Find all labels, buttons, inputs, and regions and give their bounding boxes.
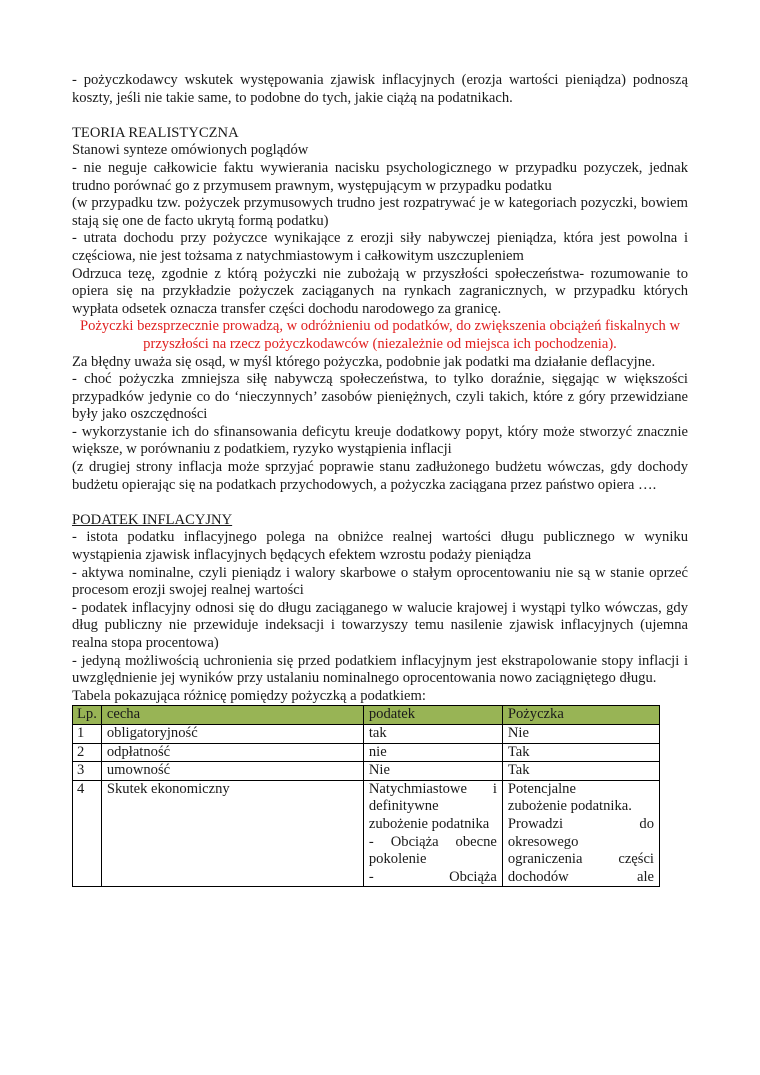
cell-cecha: umowność bbox=[101, 762, 363, 781]
realist-paragraph-3: (w przypadku tzw. pożyczek przymusowych trudno jest rozpatrywać je w kategoriach pozyczki, bowiem stają się one de facto ukrytą formą podatku) bbox=[72, 195, 688, 229]
inflation-paragraph-4: - jedyną możliwością uchronienia się przed podatkiem inflacyjnym jest ekstrapolowanie stopy inflacji i uwzględnienie jej wyników przy ustalaniu nominalnego oprocentowania nowo zaciągniętego długu. bbox=[72, 652, 688, 687]
cell-podatek: nie bbox=[363, 743, 502, 762]
cell-line: Natychmiastowe i bbox=[368, 780, 497, 797]
cell-line: - Obciąża obecne bbox=[368, 833, 497, 850]
cell-podatek: Nie bbox=[363, 762, 502, 781]
cell-pozyczka: Tak bbox=[502, 762, 659, 781]
cell-lp: 4 bbox=[73, 780, 102, 887]
realist-paragraph-8: - wykorzystanie ich do sfinansowania deficytu kreuje dodatkowy popyt, który może stworzyć znacznie większe, w porównaniu z podatkiem, ryzyko wystąpienia inflacji bbox=[72, 423, 688, 458]
header-podatek: podatek bbox=[363, 706, 502, 725]
table-row bbox=[73, 780, 660, 887]
document-page bbox=[72, 72, 688, 887]
header-cecha: cecha bbox=[101, 706, 363, 725]
realist-paragraph-7: - choć pożyczka zmniejsza siłę nabywczą społeczeństwa, to tylko doraźnie, sięgając w większości przypadków jedynie co do ‘nieczynnych’ zasobów pieniężnych, czyli takich, które z góry przewidziane były jako oszczędności bbox=[72, 371, 688, 423]
realist-paragraph-1: Stanowi synteze omówionych poglądów bbox=[72, 142, 309, 159]
realist-paragraph-9: (z drugiej strony inflacja może sprzyjać poprawie stanu zadłużonego budżetu wówczas, gdy dochody budżetu opierając się na podatkach przychodowych, a pożyczka zaciągana przez państwo opiera …. bbox=[72, 459, 688, 493]
cell-line: - Obciąża bbox=[368, 868, 497, 885]
cell-pozyczka: Nie bbox=[502, 724, 659, 743]
header-pozyczka: Pożyczka bbox=[502, 706, 659, 725]
inflation-paragraph-1: - istota podatku inflacyjnego polega na obniżce realnej wartości długu publicznego w wyniku wystąpienia zjawisk inflacyjnych będących efektem wzrostu podaży pieniądza bbox=[72, 529, 688, 564]
cell-line: dochodów ale bbox=[507, 868, 654, 885]
cell-lp: 1 bbox=[73, 724, 102, 743]
intro-paragraph: - pożyczkodawcy wskutek występowania zjawisk inflacyjnych (erozja wartości pieniądza) podnoszą koszty, jeśli nie takie same, to podobne do tych, jakie ciążą na podatnikach. bbox=[72, 72, 688, 106]
cell-line: pokolenie bbox=[368, 851, 427, 868]
table-header-row bbox=[73, 706, 660, 725]
realist-paragraph-4: - utrata dochodu przy pożyczce wynikające z erozji siły nabywczej pieniądza, która jest powolna i częściowa, nie jest tożsama z natychmiastowym i całkowitym uszczupleniem bbox=[72, 230, 688, 264]
table-row bbox=[73, 743, 660, 762]
realist-paragraph-6: Za błędny uważa się osąd, w myśl którego pożyczka, podobnie jak podatki ma działanie deflacyjne. bbox=[72, 353, 656, 370]
cell-lp: 2 bbox=[73, 743, 102, 762]
cell-line: zubożenie podatnika bbox=[368, 815, 490, 832]
realist-paragraph-5: Odrzuca tezę, zgodnie z którą pożyczki nie zubożają w przyszłości społeczeństwa- rozumowanie to opiera się na przykładzie pożyczek zaciąganych na rynkach zagranicznych, w przypadku których wypłata odsetek oznacza transfer części dochodu narodowego za granicę. bbox=[72, 265, 688, 317]
cell-lp: 3 bbox=[73, 762, 102, 781]
cell-cecha: Skutek ekonomiczny bbox=[101, 780, 363, 887]
cell-line: okresowego bbox=[507, 833, 579, 850]
realist-paragraph-2: - nie neguje całkowicie faktu wywierania nacisku psychologicznego w przypadku pozyczek, jednak trudno porównać go z przymusem prawnym, występującym w przypadku podatku bbox=[72, 159, 688, 194]
cell-pozyczka: Tak bbox=[502, 743, 659, 762]
cell-cecha: obligatoryjność bbox=[101, 724, 363, 743]
inflation-paragraph-3: - podatek inflacyjny odnosi się do długu zaciąganego w walucie krajowej i wystąpi tylko wówczas, gdy dług publiczny nie przewiduje indeksacji i towarzyszy temu nasilenie zjawisk inflacyjnych (ujemna realna stopa procentowa) bbox=[72, 599, 688, 651]
cell-podatek bbox=[363, 780, 502, 887]
cell-line: ograniczenia części bbox=[507, 851, 654, 868]
comparison-table bbox=[72, 705, 660, 887]
realist-red-highlight: Pożyczki bezsprzecznie prowadzą, w odróżnieniu od podatków, do zwiększenia obciążeń fiskalnych w przyszłości na rzecz pożyczkodawców (niezależnie od miejsca ich pochodzenia). bbox=[79, 318, 680, 352]
table-row bbox=[73, 724, 660, 743]
realist-heading: TEORIA REALISTYCZNA bbox=[72, 124, 239, 141]
cell-podatek: tak bbox=[363, 724, 502, 743]
cell-line: Prowadzi do bbox=[507, 815, 654, 832]
table-caption: Tabela pokazująca różnicę pomiędzy pożyczką a podatkiem: bbox=[72, 687, 426, 704]
cell-line: zubożenie podatnika. bbox=[507, 798, 632, 815]
table-row bbox=[73, 762, 660, 781]
cell-line: definitywne bbox=[368, 798, 439, 815]
cell-pozyczka bbox=[502, 780, 659, 887]
inflation-paragraph-2: - aktywa nominalne, czyli pieniądz i walory skarbowe o stałym oprocentowaniu nie są w stanie oprzeć procesom erozji swojej realnej wartości bbox=[72, 564, 688, 599]
cell-line: Potencjalne bbox=[507, 780, 576, 797]
inflation-heading: PODATEK INFLACYJNY bbox=[72, 511, 233, 528]
header-lp: Lp. bbox=[73, 706, 102, 725]
cell-cecha: odpłatność bbox=[101, 743, 363, 762]
